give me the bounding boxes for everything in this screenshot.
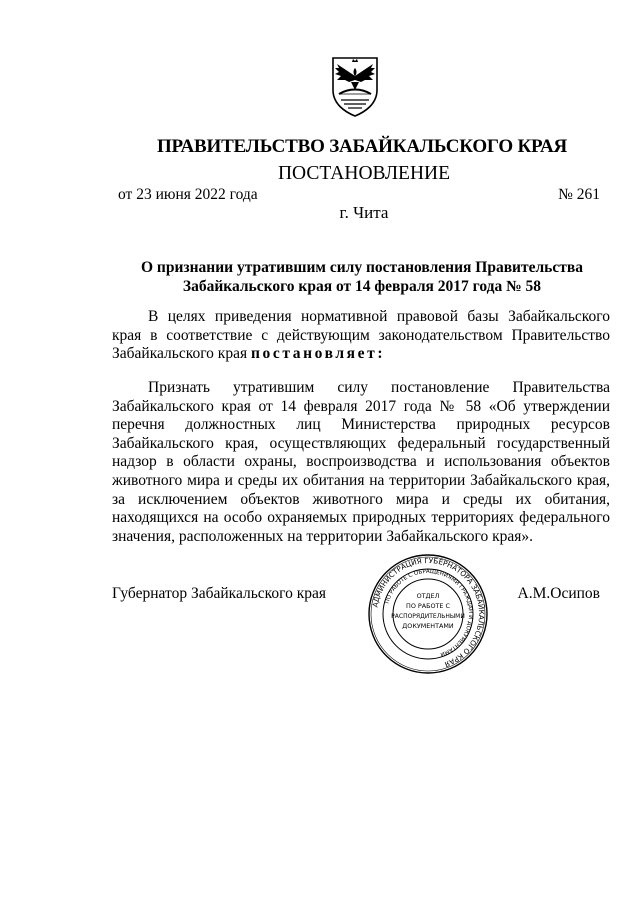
operative-paragraph: Признать утратившим силу постановление Правительства Забайкальского края от 14 февраля 2017 года № 58 «Об утверждении перечня должностных лиц Министерства природных ресурсов Забайкальского края, осуществляющих федеральный государственный надзор в области охраны, воспроизводства и использования объектов животного мира и среды их обитания на территории Забайкальского края, за исключением объектов животного мира и среды их обитания, находящихся на особо охраняемых природных территориях федерального значения, расположенных на территории Забайкальского края».	[112, 379, 610, 545]
document-type: ПОСТАНОВЛЕНИЕ	[277, 163, 451, 184]
stamp-center-line-3: РАСПОРЯДИТЕЛЬНЫМИ	[391, 613, 465, 620]
official-stamp	[366, 552, 490, 676]
preamble-text: В целях приведения нормативной правовой базы Забайкальского края в соответствие с действующим законодательством Правительство Забайкальского края	[112, 308, 610, 363]
organization-title: ПРАВИТЕЛЬСТВО ЗАБАЙКАЛЬСКОГО КРАЯ	[156, 136, 568, 157]
document-city: г. Чита	[339, 203, 389, 222]
stamp-center-line-2: ПО РАБОТЕ С	[406, 602, 450, 610]
coat-of-arms-icon	[329, 54, 381, 118]
preamble-paragraph	[112, 308, 610, 364]
signatory-title: Губернатор Забайкальского края	[112, 585, 327, 602]
document-date: от 23 июня 2022 года	[118, 186, 258, 203]
signatory-name: А.М.Осипов	[517, 585, 600, 602]
preamble-emphasis: постановляет:	[250, 345, 386, 363]
document-subject	[112, 258, 612, 296]
subject-line-2: Забайкальского края от 14 февраля 2017 года № 58	[182, 278, 542, 295]
stamp-center-line-1: ОТДЕЛ	[416, 592, 440, 600]
stamp-outer-text: АДМИНИСТРАЦИЯ ГУБЕРНАТОРА ЗАБАЙКАЛЬСКОГО КРАЯ	[370, 555, 487, 669]
document-number: № 261	[558, 186, 600, 203]
stamp-center-line-4: ДОКУМЕНТАМИ	[402, 622, 454, 630]
stamp-inner-text: ПО РАБОТЕ С ОБРАЩЕНИЯМИ ГРАЖДАН И ДОКУМЕНТАМИ	[384, 568, 474, 658]
subject-line-1: О признании утратившим силу постановления Правительства	[140, 259, 583, 276]
